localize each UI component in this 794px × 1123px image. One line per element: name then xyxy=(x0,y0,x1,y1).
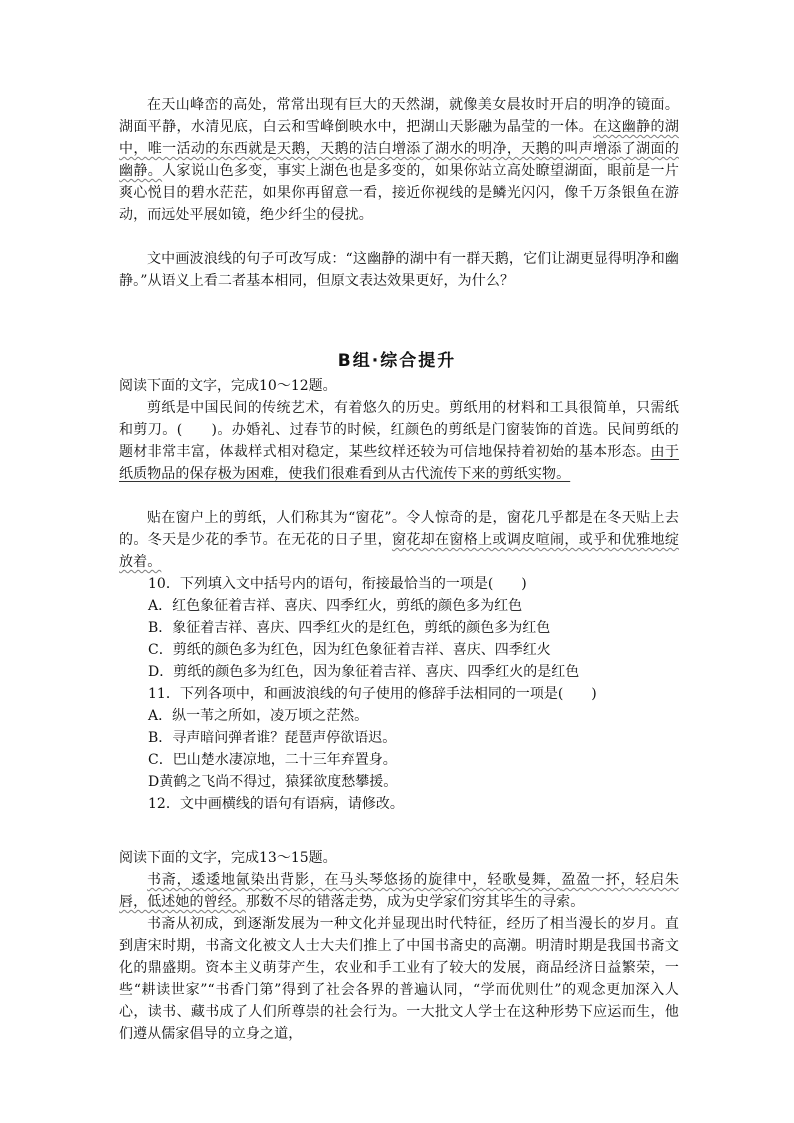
passage3-intro: 阅读下面的文字，完成13～15题。 xyxy=(119,850,337,866)
question-11: 11．下列各项中，和画波浪线的句子使用的修辞手法相同的一项是( ) xyxy=(148,686,597,702)
passage2-underlined-sentence: 由于纸质物品的保存极为困难，使我们很难看到从古代流传下来的剪纸实物。 xyxy=(119,444,679,482)
question-12: 12．文中画横线的语句有语病，请修改。 xyxy=(148,796,404,812)
section-title: B组·综合提升 xyxy=(337,351,457,371)
passage2-p2-text: 贴在窗户上的剪纸，人们称其为“窗花”。令人惊奇的是，窗花几乎都是在冬天贴上去的。冬天是少花的季节。在无花的日子里， xyxy=(119,510,679,548)
passage2-paragraph2 xyxy=(119,507,679,573)
passage1-text-end: 人家说山色多变，事实上湖色也是多变的，如果你站立高处瞭望湖面，眼前是一片爽心悦目的碧水茫茫，如果你再留意一看，接近你视线的是鳞光闪闪，像千万条银鱼在游动，而远处平展如镜，绝少纤尘的侵扰。 xyxy=(119,163,679,223)
passage1-question: 文中画波浪线的句子可改写成：“这幽静的湖中有一群天鹅，它们让湖更显得明净和幽静。”从语义上看二者基本相同，但原文表达效果更好，为什么？ xyxy=(119,251,679,289)
passage2-text: 剪纸是中国民间的传统艺术，有着悠久的历史。剪纸用的材料和工具很简单，只需纸和剪刀。( )。办婚礼、过春节的时候，红颜色的剪纸是门窗装饰的首选。民间剪纸的题材非常丰富，体裁样式相对稳定，某些纹样还较为可信地保持着初始的基本形态。 xyxy=(119,400,679,460)
passage3-wavy-a: 书斋，逶逶地氤染出背影，在马头琴悠扬的旋律中，轻歌曼舞， xyxy=(147,872,562,888)
q11-option-a: A．纵一苇之所如，凌万顷之茫然。 xyxy=(148,708,369,724)
q10-option-d: D．剪纸的颜色多为红色，因为象征着吉祥、喜庆、四季红火的是红色 xyxy=(148,664,580,680)
passage1-text-start: 在天山峰峦的高处，常常出现有巨大的天然湖，就像美女晨妆时开启的明净的镜面。湖面平静，水清见底，白云和雪峰倒映水中，把湖山天影融为晶莹的一体。 xyxy=(119,97,679,135)
q11-option-d: D黄鹤之飞尚不得过，猿猱欲度愁攀援。 xyxy=(148,774,398,790)
question-10: 10．下列填入文中括号内的语句，衔接最恰当的一项是( ) xyxy=(148,576,527,592)
passage2-paragraph1 xyxy=(119,397,679,485)
passage3-wavy-b: 盈盈一抔，轻启朱唇，低述她的曾经。 xyxy=(119,872,679,910)
passage1-paragraph xyxy=(119,94,679,226)
passage3-paragraph2: 书斋从初成，到逐渐发展为一种文化并显现出时代特征，经历了相当漫长的岁月。直到唐宋时期，书斋文化被文人士大夫们推上了中国书斋史的高潮。明清时期是我国书斋文化的鼎盛期。资本主义萌芽产生，农业和手工业有了较大的发展，商品经济日益繁荣，一些“耕读世家”“书香门第”得到了社会各界的普遍认同，“学而优则仕”的观念更加深入人心，读书、藏书成了人们所尊崇的社会行为。一大批文人学士在这种形势下应运而生，他们遵从儒家倡导的立身之道， xyxy=(119,916,679,1042)
passage2-wavy-sentence: 窗花却在窗格上或调皮喧闹，或乎和优雅地绽放着。 xyxy=(119,532,679,570)
passage3-text: 那数不尽的错落走势，成为史学家们穷其毕生的寻索。 xyxy=(245,894,585,910)
q10-option-a: A．红色象征着吉祥、喜庆、四季红火，剪纸的颜色多为红色 xyxy=(148,598,523,614)
q11-option-c: C．巴山楚水凄凉地，二十三年弃置身。 xyxy=(148,752,397,768)
passage1-wavy-sentence: 在这幽静的湖中，唯一活动的东西就是天鹅，天鹅的洁白增添了湖水的明净，天鹅的叫声增添了湖面的幽静。 xyxy=(119,119,679,179)
q10-option-c: C．剪纸的颜色多为红色，因为红色象征着吉祥、喜庆、四季红火 xyxy=(148,642,551,658)
passage3-paragraph1 xyxy=(119,869,679,913)
q10-option-b: B．象征着吉祥、喜庆、四季红火的是红色，剪纸的颜色多为红色 xyxy=(148,620,551,636)
passage2-intro: 阅读下面的文字，完成10～12题。 xyxy=(119,378,337,394)
q11-option-b: B．寻声暗问弹者谁？琵琶声停欲语迟。 xyxy=(148,730,397,746)
